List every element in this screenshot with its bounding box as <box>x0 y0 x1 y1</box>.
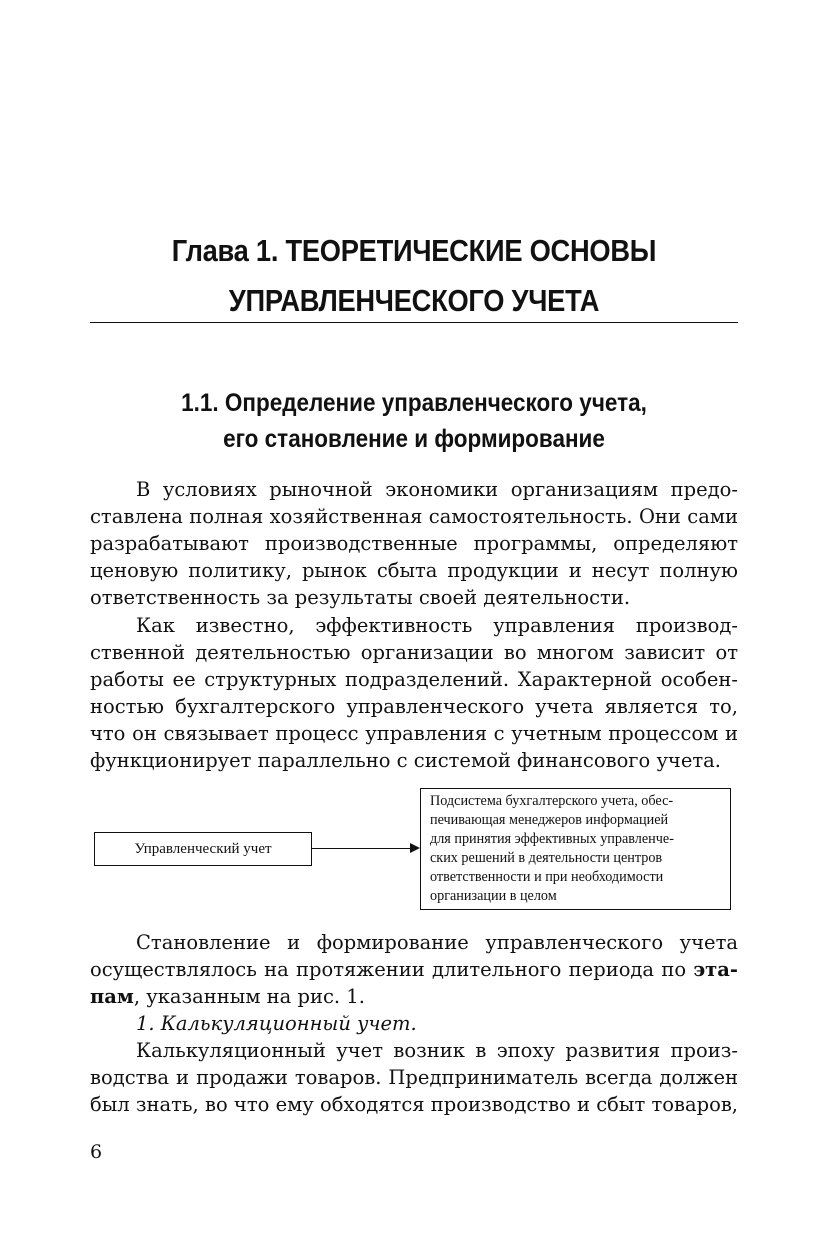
diagram-box-management-accounting: Управленческий учет <box>94 832 312 866</box>
paragraph-3-bold-term: эта- <box>693 958 738 981</box>
section-title-line-2: его становление и формирование <box>223 425 605 453</box>
paragraph-2-line: функционирует параллельно с системой финансового учета. <box>90 749 721 772</box>
diagram-definition-line: организации в целом <box>430 888 557 904</box>
paragraph-2-line: работы ее структурных подразделений. Характерной особен- <box>90 668 738 691</box>
page-number: 6 <box>90 1141 103 1163</box>
chapter-title <box>129 226 699 326</box>
paragraph-1-line: ставлена полная хозяйственная самостоятельность. Они сами <box>90 505 738 528</box>
diagram-definition-line: для принятия эффективных управленче- <box>430 831 674 847</box>
paragraph-3-text: , указанным на рис. 1. <box>133 985 365 1008</box>
paragraph-1-line: В условиях рыночной экономики организациям предо- <box>136 478 738 501</box>
paragraph-2-line: ственной деятельностью организации во многом зависит от <box>90 641 738 664</box>
paragraph-3-line <box>90 956 738 983</box>
paragraph-3 <box>90 929 738 1118</box>
section-title-line-1: 1.1. Определение управленческого учета, <box>181 389 647 417</box>
list-item-calculation-accounting: 1. Калькуляционный учет. <box>136 1012 417 1035</box>
diagram-definition-line: ответственности и при необходимости <box>430 869 664 885</box>
paragraph-4-line: Калькуляционный учет возник в эпоху развития произ- <box>136 1039 738 1062</box>
diagram-box-definition <box>420 788 731 910</box>
diagram-definition-line: печивающая менеджеров информацией <box>430 812 669 828</box>
chapter-divider <box>90 322 738 323</box>
section-title <box>122 385 705 457</box>
paragraph-3-bold-term: пам <box>90 985 134 1008</box>
paragraph-3-text: осуществлялось на протяжении длительного периода по <box>90 958 694 981</box>
paragraph-2 <box>90 612 738 774</box>
paragraph-1 <box>90 476 738 611</box>
arrow-right-icon <box>410 843 420 853</box>
paragraph-2-line: Как известно, эффективность управления производ- <box>136 614 738 637</box>
paragraph-1-line: ответственность за результаты своей деятельности. <box>90 586 631 609</box>
diagram-arrow <box>311 848 411 849</box>
paragraph-3-line <box>90 983 738 1010</box>
paragraph-2-line: что он связывает процесс управления с учетным процессом и <box>90 722 738 745</box>
paragraph-4-line: водства и продажи товаров. Предприниматель всегда должен <box>90 1066 738 1089</box>
paragraph-3-line: Становление и формирование управленческого учета <box>136 931 738 954</box>
paragraph-1-line: ценовую политику, рынок сбыта продукции и несут полную <box>90 559 738 582</box>
paragraph-4-line: был знать, во что ему обходятся производство и сбыт товаров, <box>90 1093 738 1116</box>
diagram-definition-line: Подсистема бухгалтерского учета, обес- <box>430 793 674 809</box>
paragraph-2-line: ностью бухгалтерского управленческого учета является то, <box>90 695 738 718</box>
chapter-title-line-2: УПРАВЛЕНЧЕСКОГО УЧЕТА <box>228 283 600 318</box>
paragraph-1-line: разрабатывают производственные программы, определяют <box>90 532 738 555</box>
chapter-title-line-1: Глава 1. ТЕОРЕТИЧЕСКИЕ ОСНОВЫ <box>171 233 657 268</box>
diagram-definition-line: ских решений в деятельности центров <box>430 850 663 866</box>
